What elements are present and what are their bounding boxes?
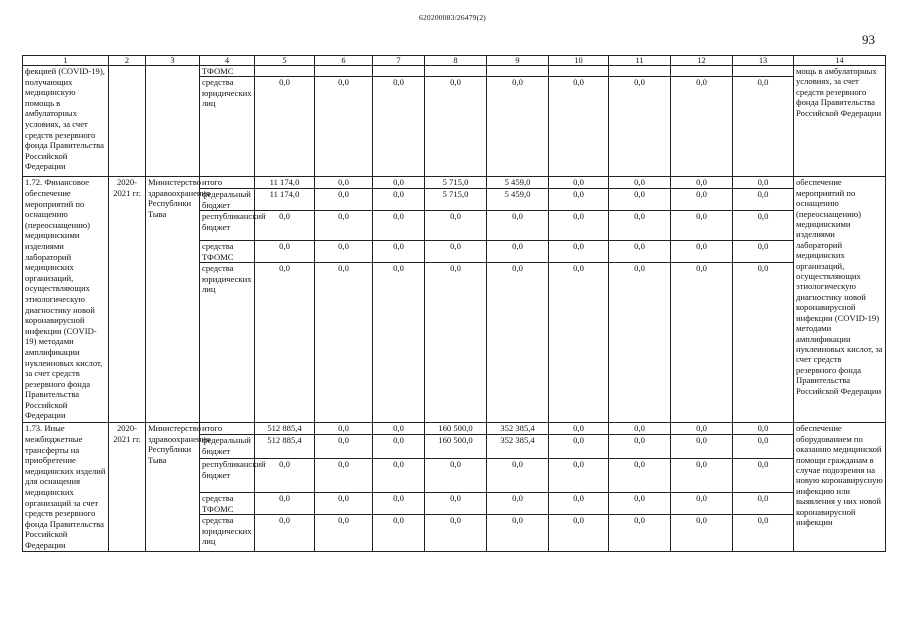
value-cell: 0,0 <box>671 189 733 211</box>
value-cell: 0,0 <box>315 211 373 241</box>
value-cell: 0,0 <box>373 423 425 435</box>
executor-cell <box>146 66 200 177</box>
value-cell: 0,0 <box>549 515 609 551</box>
value-cell: 0,0 <box>733 211 794 241</box>
page-number: 93 <box>862 32 875 47</box>
value-cell: 0,0 <box>671 241 733 263</box>
funding-source-cell: средства юридических лиц <box>200 515 255 551</box>
column-header: 10 <box>549 56 609 66</box>
value-cell: 0,0 <box>609 177 671 189</box>
value-cell: 0,0 <box>671 459 733 493</box>
value-cell: 5 715,0 <box>425 189 487 211</box>
value-cell: 0,0 <box>425 493 487 515</box>
value-cell: 0,0 <box>609 515 671 551</box>
value-cell: 0,0 <box>315 459 373 493</box>
funding-source-cell: республиканский бюджет <box>200 459 255 493</box>
value-cell: 0,0 <box>315 515 373 551</box>
value-cell: 0,0 <box>255 241 315 263</box>
value-cell <box>609 66 671 77</box>
value-cell: 0,0 <box>733 423 794 435</box>
value-cell: 352 385,4 <box>487 435 549 459</box>
value-cell <box>255 66 315 77</box>
funding-source-cell: средства ТФОМС <box>200 493 255 515</box>
value-cell: 0,0 <box>733 189 794 211</box>
column-header: 2 <box>109 56 146 66</box>
funding-source-cell: средства юридических лиц <box>200 263 255 423</box>
value-cell: 0,0 <box>255 515 315 551</box>
value-cell: 0,0 <box>373 263 425 423</box>
value-cell: 0,0 <box>549 211 609 241</box>
column-header: 11 <box>609 56 671 66</box>
value-cell: 0,0 <box>733 459 794 493</box>
value-cell: 0,0 <box>733 515 794 551</box>
value-cell: 0,0 <box>373 241 425 263</box>
value-cell: 0,0 <box>609 423 671 435</box>
column-header: 4 <box>200 56 255 66</box>
value-cell: 0,0 <box>315 241 373 263</box>
value-cell <box>315 66 373 77</box>
value-cell: 0,0 <box>425 211 487 241</box>
value-cell: 0,0 <box>315 493 373 515</box>
value-cell <box>671 66 733 77</box>
value-cell: 0,0 <box>671 77 733 177</box>
column-header: 1 <box>23 56 109 66</box>
column-header: 3 <box>146 56 200 66</box>
expected-result-cell: обеспечение оборудованием по оказанию медицинской помощи гражданам в случае подозрения на новую коронавирусную инфекцию или выявления у них новой коронавирусной инфекции <box>794 423 886 551</box>
value-cell: 0,0 <box>487 263 549 423</box>
value-cell: 0,0 <box>373 493 425 515</box>
value-cell: 0,0 <box>609 459 671 493</box>
value-cell: 0,0 <box>671 211 733 241</box>
value-cell: 0,0 <box>487 515 549 551</box>
value-cell: 0,0 <box>549 459 609 493</box>
value-cell: 0,0 <box>549 263 609 423</box>
funding-source-cell: итого <box>200 423 255 435</box>
funding-source-cell: федеральный бюджет <box>200 189 255 211</box>
column-header: 7 <box>373 56 425 66</box>
value-cell: 0,0 <box>609 189 671 211</box>
value-cell: 5 459,0 <box>487 189 549 211</box>
value-cell: 0,0 <box>671 493 733 515</box>
value-cell: 0,0 <box>671 435 733 459</box>
value-cell: 0,0 <box>315 263 373 423</box>
period-cell: 2020-2021 гг. <box>109 423 146 551</box>
column-header: 8 <box>425 56 487 66</box>
value-cell: 0,0 <box>609 211 671 241</box>
value-cell: 5 715,0 <box>425 177 487 189</box>
value-cell: 0,0 <box>425 459 487 493</box>
value-cell: 0,0 <box>425 241 487 263</box>
value-cell: 0,0 <box>549 77 609 177</box>
value-cell: 0,0 <box>733 177 794 189</box>
value-cell: 352 385,4 <box>487 423 549 435</box>
value-cell: 0,0 <box>487 493 549 515</box>
value-cell: 0,0 <box>733 241 794 263</box>
value-cell: 0,0 <box>315 177 373 189</box>
value-cell: 0,0 <box>373 77 425 177</box>
period-cell <box>109 66 146 177</box>
expected-result-cell: мощь в амбулаторных условиях, за счет средств резервного фонда Правительства Российской Федерации <box>794 66 886 177</box>
value-cell: 0,0 <box>255 493 315 515</box>
value-cell: 0,0 <box>549 189 609 211</box>
value-cell: 0,0 <box>425 515 487 551</box>
expected-result-cell: обеспечение мероприятий по оснащению (переоснащению) медицинскими изделиями лабораторий медицинских организаций, осуществляющих этиологическую диагностику новой коронавирусной инфекции (COVID-19) методами амплификации нуклеиновых кислот, за счет средств резервного фонда Правительства Российской Федерации <box>794 177 886 423</box>
funding-source-cell: ТФОМС <box>200 66 255 77</box>
executor-cell: Министерство здравоохранения Республики Тыва <box>146 177 200 423</box>
value-cell: 0,0 <box>609 435 671 459</box>
value-cell: 0,0 <box>609 241 671 263</box>
value-cell: 0,0 <box>373 435 425 459</box>
executor-cell: Министерство здравоохранения Республики Тыва <box>146 423 200 551</box>
value-cell: 0,0 <box>255 211 315 241</box>
table-body <box>23 66 886 552</box>
value-cell: 512 885,4 <box>255 435 315 459</box>
program-table <box>22 55 886 552</box>
value-cell: 0,0 <box>733 435 794 459</box>
funding-source-cell: итого <box>200 177 255 189</box>
value-cell: 0,0 <box>425 263 487 423</box>
value-cell: 0,0 <box>255 459 315 493</box>
funding-source-cell: республиканский бюджет <box>200 211 255 241</box>
measure-name-cell: фекцией (COVID-19), получающих медицинскую помощь в амбулаторных условиях, за счет средств резервного фонда Правительства Российской Федерации <box>23 66 109 177</box>
table-row <box>23 423 886 435</box>
value-cell <box>549 66 609 77</box>
table-header <box>23 56 886 66</box>
value-cell <box>373 66 425 77</box>
value-cell: 0,0 <box>549 177 609 189</box>
period-cell: 2020-2021 гг. <box>109 177 146 423</box>
value-cell: 0,0 <box>733 77 794 177</box>
funding-source-cell: федеральный бюджет <box>200 435 255 459</box>
value-cell: 0,0 <box>373 459 425 493</box>
value-cell: 0,0 <box>671 423 733 435</box>
value-cell: 0,0 <box>671 515 733 551</box>
value-cell: 0,0 <box>373 189 425 211</box>
column-header: 14 <box>794 56 886 66</box>
value-cell: 0,0 <box>733 263 794 423</box>
value-cell: 0,0 <box>315 189 373 211</box>
column-header: 6 <box>315 56 373 66</box>
table-row <box>23 66 886 77</box>
value-cell: 0,0 <box>425 77 487 177</box>
value-cell: 0,0 <box>549 241 609 263</box>
value-cell: 0,0 <box>671 263 733 423</box>
value-cell: 0,0 <box>609 493 671 515</box>
funding-source-cell: средства юридических лиц <box>200 77 255 177</box>
header-row <box>23 56 886 66</box>
value-cell: 160 500,0 <box>425 423 487 435</box>
column-header: 9 <box>487 56 549 66</box>
value-cell <box>425 66 487 77</box>
value-cell: 11 174,0 <box>255 177 315 189</box>
value-cell: 0,0 <box>255 263 315 423</box>
value-cell: 0,0 <box>373 515 425 551</box>
table-row <box>23 177 886 189</box>
value-cell: 160 500,0 <box>425 435 487 459</box>
value-cell: 0,0 <box>255 77 315 177</box>
value-cell: 0,0 <box>733 493 794 515</box>
column-header: 5 <box>255 56 315 66</box>
value-cell <box>733 66 794 77</box>
value-cell: 0,0 <box>373 211 425 241</box>
value-cell: 0,0 <box>373 177 425 189</box>
value-cell: 0,0 <box>487 241 549 263</box>
value-cell: 0,0 <box>549 493 609 515</box>
value-cell <box>487 66 549 77</box>
value-cell: 0,0 <box>609 263 671 423</box>
value-cell: 0,0 <box>315 77 373 177</box>
value-cell: 0,0 <box>549 435 609 459</box>
value-cell: 0,0 <box>549 423 609 435</box>
measure-name-cell: 1.72. Финансовое обеспечение мероприятий по оснащению (переоснащению) медицинскими изделиями лабораторий медицинских организаций, осуществляющих этиологическую диагностику новой коронавирусной инфекции (COVID-19) методами амплификации нуклеиновых кислот, за счет средств резервного фонда Правительства Российской Федерации <box>23 177 109 423</box>
column-header: 13 <box>733 56 794 66</box>
value-cell: 0,0 <box>315 423 373 435</box>
value-cell: 0,0 <box>609 77 671 177</box>
value-cell: 512 885,4 <box>255 423 315 435</box>
value-cell: 0,0 <box>487 459 549 493</box>
funding-source-cell: средства ТФОМС <box>200 241 255 263</box>
value-cell: 0,0 <box>671 177 733 189</box>
value-cell: 11 174,0 <box>255 189 315 211</box>
value-cell: 5 459,0 <box>487 177 549 189</box>
value-cell: 0,0 <box>487 211 549 241</box>
column-header: 12 <box>671 56 733 66</box>
value-cell: 0,0 <box>487 77 549 177</box>
measure-name-cell: 1.73. Иные межбюджетные трансферты на приобретение медицинских изделий для оснащения медицинских организаций за счет средств резервного фонда Правительства Российской Федерации <box>23 423 109 551</box>
document-number: 620200083/26479(2) <box>419 13 486 22</box>
value-cell: 0,0 <box>315 435 373 459</box>
